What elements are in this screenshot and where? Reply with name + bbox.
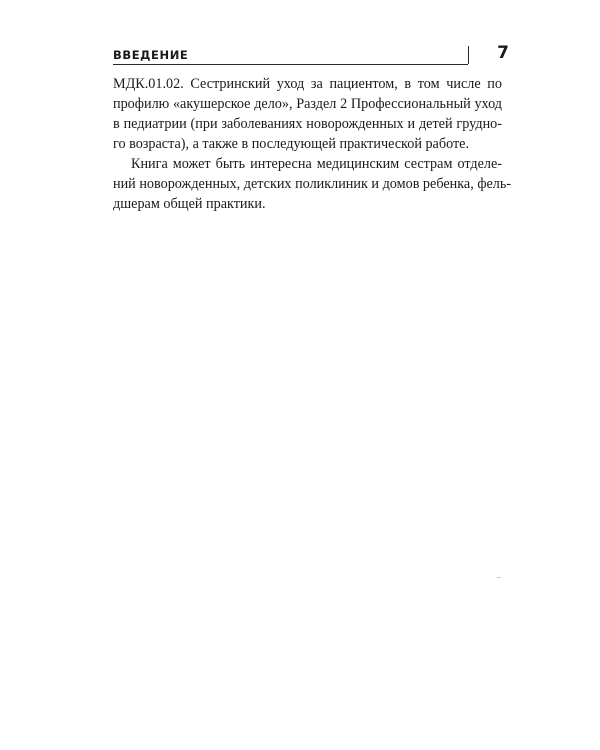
paragraph-2-line: Книга может быть интересна медицинским сестрам отделе- xyxy=(131,156,502,172)
paragraph-1 xyxy=(113,74,502,154)
page-number: 7 xyxy=(497,43,509,63)
scan-speck xyxy=(497,577,501,578)
paragraph-1-line: МДК.01.02. Сестринский уход за пациентом, в том числе по xyxy=(113,76,502,92)
paragraph-1-line: профилю «акушерское дело», Раздел 2 Профессиональный уход xyxy=(113,96,502,112)
paragraph-2-line: ний новорожденных, детских поликлиник и домов ребенка, фель- xyxy=(113,176,512,192)
paragraph-1-line: в педиатрии (при заболеваниях новорожденных и детей грудно- xyxy=(113,116,502,132)
paragraph-2-line: дшерам общей практики. xyxy=(113,196,266,212)
header-rule-tick xyxy=(468,46,469,64)
header-rule xyxy=(113,64,468,65)
section-title: ВВЕДЕНИЕ xyxy=(113,48,189,62)
running-head xyxy=(113,44,513,66)
body-text xyxy=(113,74,512,214)
paragraph-1-line: го возраста), а также в последующей практической работе. xyxy=(113,136,470,152)
paragraph-2 xyxy=(113,154,512,214)
